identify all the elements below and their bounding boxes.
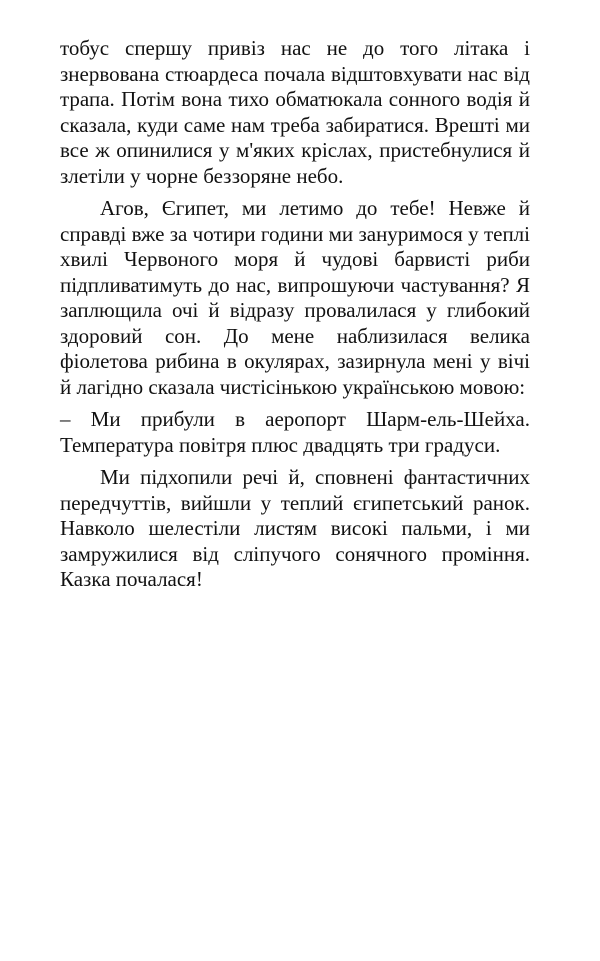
book-page-text	[60, 36, 530, 600]
paragraph-continuation: тобус спершу привіз нас не до того літака і знервована стюардеса почала відштовхувати нас від трапа. Потім вона тихо обматюкала сонного водія й сказала, куди саме нам треба забиратися. Врешті ми все ж опинилися у м'яких кріслах, пристебнулися й злетіли у чорне беззоряне небо.	[60, 36, 530, 188]
paragraph-ending: Ми підхопили речі й, сповнені фантастичних передчуттів, вийшли у теплий єгипетський ранок. Навколо шелестіли листям високі пальми, і ми замружилися від сліпучого сонячного проміння. Казка почалася!	[60, 465, 530, 591]
paragraph-egypt: Агов, Єгипет, ми летимо до тебе! Невже й справді вже за чотири години ми зануримося у теплі хвилі Червоного моря й чудові барвисті риби підпливатимуть до нас, випрошуючи частування? Я заплющила очі й відразу провалилася у глибокий здоровий сон. До мене наблизилася велика фіолетова рибина в окулярах, зазирнула мені у вічі й лагідно сказала чистісінькою українською мовою:	[60, 196, 530, 399]
paragraph-dialogue: – Ми прибули в аеропорт Шарм-ель-Шейха. Температура повітря плюс двадцять три градуси.	[60, 407, 530, 457]
